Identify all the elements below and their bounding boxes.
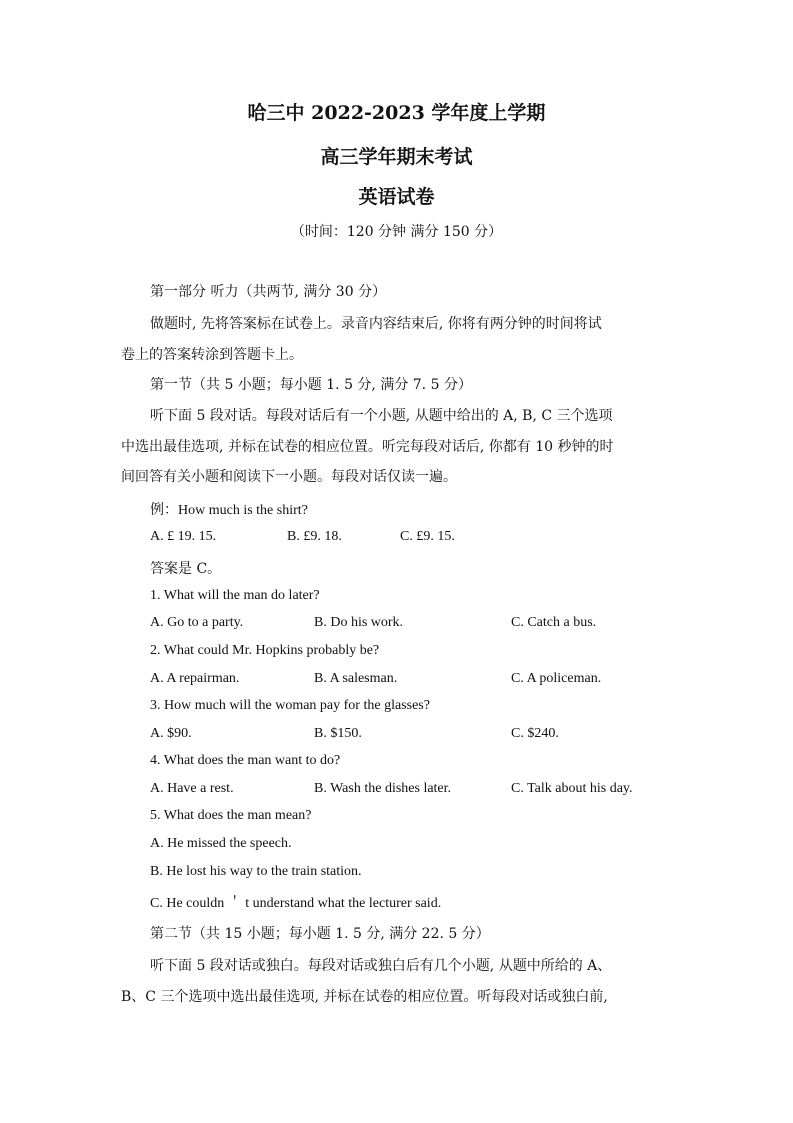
section2-instruction-line2: B、C 三个选项中选出最佳选项, 并标在试卷的相应位置。听每段对话或独白前,	[121, 989, 608, 1005]
question-5: 5. What does the man mean?	[150, 808, 312, 823]
exam-title: 高三学年期末考试	[320, 146, 473, 168]
q4-option-b: B. Wash the dishes later.	[314, 781, 452, 796]
q3-option-a: A. $90.	[150, 726, 192, 741]
q3-option-c: C. $240.	[511, 726, 559, 741]
example-option-a: A. £ 19. 15.	[150, 529, 217, 544]
part1-instruction-line2: 卷上的答案转涂到答题卡上。	[121, 347, 303, 363]
part1-instruction-line1: 做题时, 先将答案标在试卷上。录音内容结束后, 你将有两分钟的时间将试	[150, 316, 602, 332]
q4-option-a: A. Have a rest.	[150, 781, 234, 796]
q1-option-c: C. Catch a bus.	[511, 615, 597, 630]
section2-instruction-line1: 听下面 5 段对话或独白。每段对话或独白后有几个小题, 从题中所给的 A、	[150, 958, 612, 974]
q1-option-a: A. Go to a party.	[150, 615, 244, 630]
q2-option-b: B. A salesman.	[314, 671, 398, 686]
school-title: 哈三中 2022-2023 学年度上学期	[247, 102, 546, 124]
time-info: （时间：120 分钟 满分 150 分）	[290, 224, 503, 240]
example-option-b: B. £9. 18.	[287, 529, 342, 544]
part1-heading: 第一部分 听力（共两节, 满分 30 分）	[150, 284, 387, 300]
q1-option-b: B. Do his work.	[314, 615, 404, 630]
section1-instruction-line1: 听下面 5 段对话。每段对话后有一个小题, 从题中给出的 A, B, C 三个选项	[150, 408, 613, 424]
q2-option-a: A. A repairman.	[150, 671, 240, 686]
q5-option-a: A. He missed the speech.	[150, 836, 292, 851]
section1-instruction-line3: 间回答有关小题和阅读下一小题。每段对话仅读一遍。	[121, 469, 457, 485]
q2-option-c: C. A policeman.	[511, 671, 602, 686]
q4-option-c: C. Talk about his day.	[511, 781, 633, 796]
q3-option-b: B. $150.	[314, 726, 362, 741]
section1-instruction-line2: 中选出最佳选项, 并标在试卷的相应位置。听完每段对话后, 你都有 10 秒钟的时	[121, 439, 614, 455]
q5-option-b: B. He lost his way to the train station.	[150, 864, 362, 879]
question-3: 3. How much will the woman pay for the glasses?	[150, 698, 430, 713]
section2-heading: 第二节（共 15 小题；每小题 1. 5 分, 满分 22. 5 分）	[150, 926, 490, 942]
question-2: 2. What could Mr. Hopkins probably be?	[150, 643, 380, 658]
section1-heading: 第一节（共 5 小题；每小题 1. 5 分, 满分 7. 5 分）	[150, 377, 472, 393]
example-answer: 答案是 C。	[150, 561, 222, 577]
question-1: 1. What will the man do later?	[150, 588, 320, 603]
example-option-c: C. £9. 15.	[400, 529, 455, 544]
q5-option-c: C. He couldn ＇ t understand what the lecturer said.	[150, 896, 442, 911]
subject-title: 英语试卷	[358, 186, 435, 208]
question-4: 4. What does the man want to do?	[150, 753, 341, 768]
example-question: 例：How much is the shirt?	[150, 503, 308, 518]
